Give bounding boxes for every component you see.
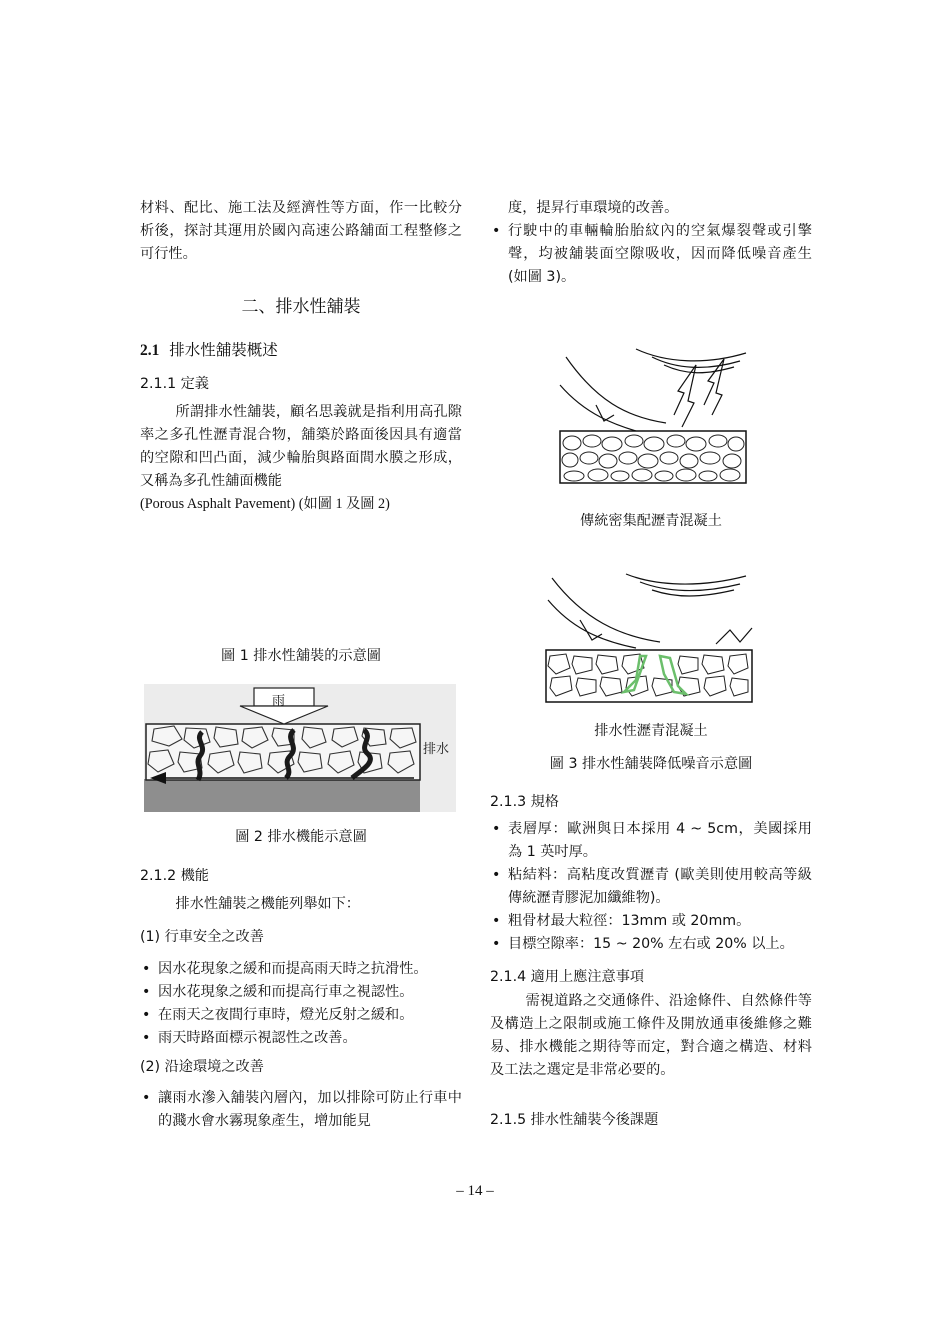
heading-2-1-5: 2.1.5 排水性舖裝今後課題 xyxy=(490,1112,659,1128)
fig1-caption: 圖 1 排水性舖裝的示意圖 xyxy=(221,648,381,664)
figure-2-drainage xyxy=(144,684,456,812)
list-item: • 雨天時路面標示視認性之改善。 xyxy=(140,1027,462,1050)
item1-list xyxy=(140,958,462,1050)
subsection-number: 2.1 xyxy=(140,342,160,359)
item2-list xyxy=(140,1087,462,1133)
list-item: • 因水花現象之緩和而提高雨天時之抗滑性。 xyxy=(140,958,462,981)
porous-asphalt-diagram xyxy=(540,570,758,706)
left-intro xyxy=(140,197,462,266)
function-intro: 排水性舖裝之機能列舉如下： xyxy=(175,896,360,912)
fig2-rain-label: 雨 xyxy=(272,694,286,709)
drainage-diagram xyxy=(144,684,456,812)
subsection-title xyxy=(140,339,462,362)
figure-3a-dense xyxy=(556,345,752,490)
fig3a-label: 傳統密集配瀝青混凝土 xyxy=(580,513,722,529)
definition-block xyxy=(140,401,462,516)
list-item: • 行駛中的車輛輪胎胎紋內的空氣爆裂聲或引擎聲，均被舖裝面空隙吸收，因而降低噪音產生 (如圖 3)。 xyxy=(490,220,812,289)
notes-block xyxy=(490,990,812,1082)
list-item: • 讓雨水滲入舖裝內層內，加以排除可防止行車中的濺水會水霧現象產生，增加能見 xyxy=(140,1087,462,1133)
heading-2-1-2: 2.1.2 機能 xyxy=(140,868,209,884)
fig2-drain-label: 排水 xyxy=(423,742,450,757)
spec-list xyxy=(490,818,812,956)
list-item: • 在雨天之夜間行車時，燈光反射之緩和。 xyxy=(140,1004,462,1027)
item1-title: (1) 行車安全之改善 xyxy=(140,929,264,945)
dense-asphalt-diagram xyxy=(556,345,752,490)
figure-3b-porous xyxy=(540,570,758,706)
intro-paragraph: 材料、配比、施工法及經濟性等方面，作一比較分析後，探討其運用於國內高速公路舖面工程整修之可行性。 xyxy=(140,200,462,262)
page-number: – 14 – xyxy=(456,1183,494,1199)
list-item: • 目標空隙率：15 ~ 20% 左右或 20% 以上。 xyxy=(490,933,812,956)
item2-title: (2) 沿途環境之改善 xyxy=(140,1059,264,1075)
heading-2-1-3: 2.1.3 規格 xyxy=(490,794,559,810)
right-continuation xyxy=(490,197,812,289)
heading-2-1-1: 2.1.1 定義 xyxy=(140,376,209,392)
subsection-text: 排水性舖裝概述 xyxy=(169,341,278,359)
list-item: • 因水花現象之緩和而提高行車之視認性。 xyxy=(140,981,462,1004)
fig2-caption: 圖 2 排水機能示意圖 xyxy=(235,829,367,845)
section-title: 二、排水性舖裝 xyxy=(241,297,361,317)
definition-paragraph: 所謂排水性舖裝，顧名思義就是指利用高孔隙率之多孔性瀝青混合物，舖築於路面後因具有適當的空隙和凹凸面，減少輪胎與路面間水膜之形成，又稱為多孔性舖面機能 xyxy=(140,404,462,489)
list-item: • 粘結料：高粘度改質瀝青 (歐美則使用較高等級傳統瀝青膠泥加纖維物)。 xyxy=(490,864,812,910)
list-item: • 表層厚：歐洲與日本採用 4 ~ 5cm，美國採用為 1 英吋厚。 xyxy=(490,818,812,864)
fig3-caption: 圖 3 排水性舖裝降低噪音示意圖 xyxy=(549,756,753,772)
definition-tail: (Porous Asphalt Pavement) (如圖 1 及圖 2) xyxy=(140,496,390,512)
notes-paragraph: 需視道路之交通條件、沿途條件、自然條件等及構造上之限制或施工條件及開放通車後維修之難易、排水機能之期待等而定，對合適之構造、材料及工法之選定是非常必要的。 xyxy=(490,993,812,1078)
continuation-text: 度，提昇行車環境的改善。 xyxy=(508,200,679,216)
list-item: • 粗骨材最大粒徑：13mm 或 20mm。 xyxy=(490,910,812,933)
heading-2-1-4: 2.1.4 適用上應注意事項 xyxy=(490,969,645,985)
fig3b-label: 排水性瀝青混凝土 xyxy=(594,723,708,739)
